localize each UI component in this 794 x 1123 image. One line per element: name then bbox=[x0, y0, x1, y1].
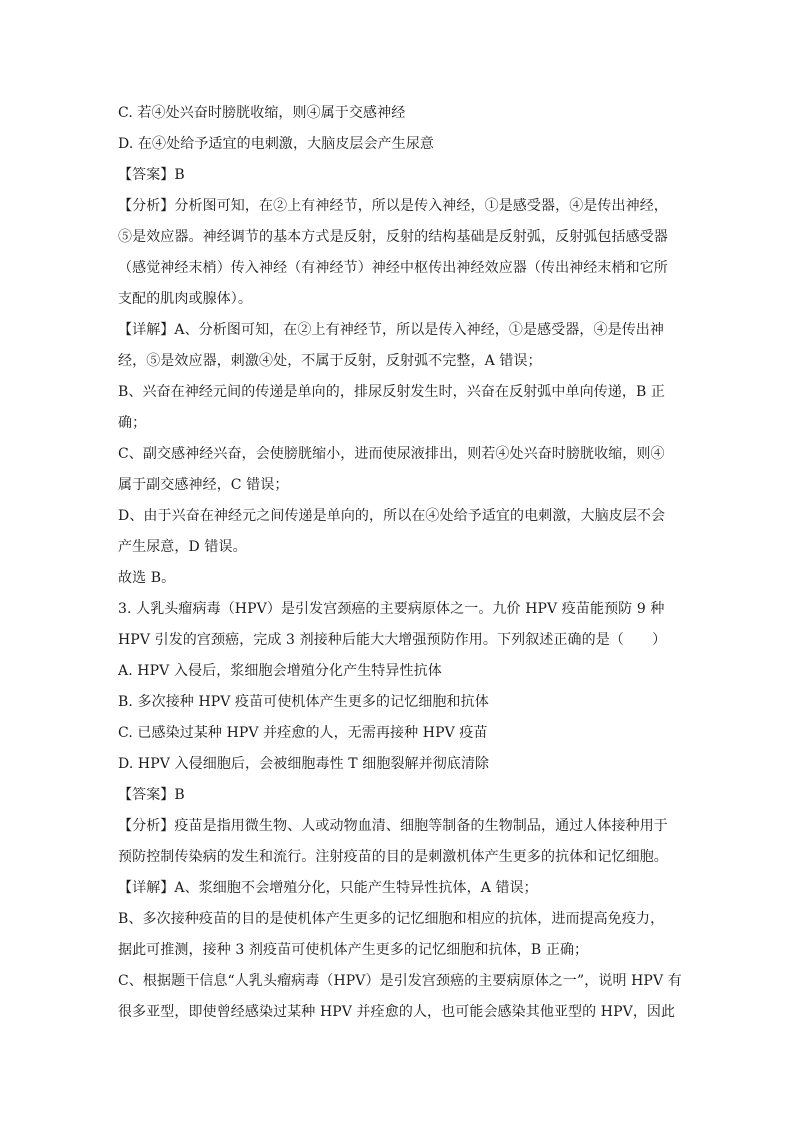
explanation-line: B、兴奋在神经元间的传递是单向的，排尿反射发生时，兴奋在反射弧中单向传递，B 正 bbox=[118, 384, 666, 400]
analysis-line: 【分析】疫苗是指用微生物、人或动物血清、细胞等制备的生物制品，通过人体接种用于 bbox=[118, 818, 668, 834]
option-d-line: D. HPV 入侵细胞后，会被细胞毒性 T 细胞裂解并彻底清除 bbox=[118, 756, 490, 772]
explanation-line: 据此可推测，接种 3 剂疫苗可使机体产生更多的记忆细胞和抗体，B 正确； bbox=[118, 942, 589, 958]
option-b-line: B. 多次接种 HPV 疫苗可使机体产生更多的记忆细胞和抗体 bbox=[118, 694, 489, 710]
answer-line: 【答案】B bbox=[118, 787, 185, 803]
explanation-line: B、多次接种疫苗的目的是使机体产生更多的记忆细胞和相应的抗体，进而提高免疫力， bbox=[118, 911, 665, 927]
option-c-line: C. 若④处兴奋时膀胱收缩，则④属于交感神经 bbox=[118, 105, 406, 121]
explanation-line: C、根据题干信息“人乳头瘤病毒（HPV）是引发宫颈癌的主要病原体之一”，说明 HPV 有 bbox=[118, 973, 682, 989]
option-d-line: D. 在④处给予适宜的电刺激，大脑皮层会产生尿意 bbox=[118, 136, 435, 152]
option-c-line: C. 已感染过某种 HPV 并痊愈的人，无需再接种 HPV 疫苗 bbox=[118, 725, 488, 741]
option-a-line: A. HPV 入侵后，浆细胞会增殖分化产生特异性抗体 bbox=[118, 663, 442, 679]
analysis-line: 支配的肌肉或腺体）。 bbox=[118, 291, 252, 307]
answer-line: 【答案】B bbox=[118, 167, 185, 183]
explanation-line: 【详解】A、浆细胞不会增殖分化，只能产生特异性抗体，A 错误； bbox=[118, 880, 538, 896]
explanation-line: 【详解】A、分析图可知，在②上有神经节，所以是传入神经，①是感受器，④是传出神 bbox=[118, 322, 665, 338]
analysis-line: ⑤是效应器。神经调节的基本方式是反射，反射的结构基础是反射弧，反射弧包括感受器 bbox=[118, 229, 668, 245]
explanation-line: 确； bbox=[118, 415, 147, 431]
question-stem-line: 3. 人乳头瘤病毒（HPV）是引发宫颈癌的主要病原体之一。九价 HPV 疫苗能预防 9 种 bbox=[118, 601, 665, 617]
analysis-line: 预防控制传染病的发生和流行。注射疫苗的目的是刺激机体产生更多的抗体和记忆细胞。 bbox=[118, 849, 668, 865]
document-body bbox=[118, 98, 682, 1028]
explanation-line: 很多亚型，即使曾经感染过某种 HPV 并痊愈的人，也可能会感染其他亚型的 HPV，因此 bbox=[118, 1004, 676, 1020]
explanation-line: 产生尿意，D 错误。 bbox=[118, 539, 247, 555]
analysis-line: 【分析】分析图可知，在②上有神经节，所以是传入神经，①是感受器，④是传出神经， bbox=[118, 198, 668, 214]
question-stem-line: HPV 引发的宫颈癌，完成 3 剂接种后能大大增强预防作用。下列叙述正确的是（ ） bbox=[118, 632, 667, 648]
explanation-line: 属于副交感神经，C 错误； bbox=[118, 477, 289, 493]
analysis-line: （感觉神经末梢）传入神经（有神经节）神经中枢传出神经效应器（传出神经末梢和它所 bbox=[118, 260, 668, 276]
explanation-line: 经，⑤是效应器，刺激④处，不属于反射，反射弧不完整，A 错误； bbox=[118, 353, 542, 369]
explanation-line: C、副交感神经兴奋，会使膀胱缩小，进而使尿液排出，则若④处兴奋时膀胱收缩，则④ bbox=[118, 446, 665, 462]
conclusion-line: 故选 B。 bbox=[118, 570, 176, 586]
explanation-line: D、由于兴奋在神经元之间传递是单向的，所以在④处给予适宜的电刺激，大脑皮层不会 bbox=[118, 508, 666, 524]
